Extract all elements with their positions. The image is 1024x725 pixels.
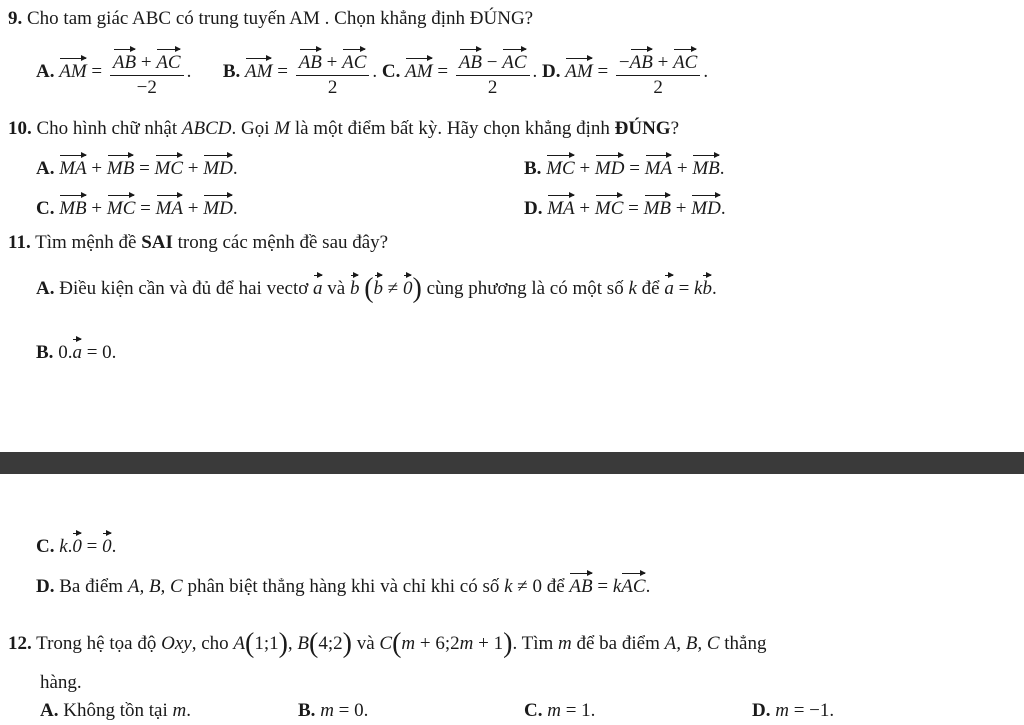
question-10-option-d: D. MA + MC = MB + MD. <box>524 192 726 220</box>
option-d-label: D. <box>542 60 561 82</box>
question-11-option-d: D. Ba điểm A, B, C phân biệt thẳng hàng khi và chỉ khi có số k ≠ 0 để AB = kAC. <box>36 570 650 598</box>
option-b-label: B. <box>222 60 241 82</box>
fraction: $\frac{AB + AC}{2}$ <box>296 46 370 99</box>
question-12-option-a: A. Không tồn tại m. <box>40 700 191 721</box>
question-9-stem <box>8 8 533 30</box>
fraction: $\frac{AB + AC}{-2}$ <box>110 46 184 99</box>
question-10-option-c: C. MB + MC = MA + MD. <box>36 192 238 220</box>
option-c-label: C. <box>381 60 401 82</box>
question-12-option-d: D. m = −1. <box>752 700 835 721</box>
question-10-option-b: B. MC + MD = MA + MB. <box>524 152 725 180</box>
question-9-options: A. AM = $\frac{AB + AC}{-2}$ . B. AM = $\frac{AB + AC}{2}$ . C. AM = $\frac{AB - AC}{2}$ . D. AM = $\frac{-AB + AC}{2}$ . <box>36 46 708 99</box>
question-11-option-b: B. 0.a = 0. <box>36 336 116 364</box>
question-10-option-a: A. MA + MB = MC + MD. <box>36 152 238 180</box>
cropped-top-line <box>0 0 1024 4</box>
fraction: $\frac{AB - AC}{2}$ <box>456 46 530 99</box>
question-12-stem: 12. Trong hệ tọa độ Oxy, cho A(1;1), B(4;2) và C(m + 6;2m + 1). Tìm m để ba điểm A, B, C thẳng <box>8 628 767 659</box>
question-11-option-a: A. Điều kiện cần và đủ để hai vectơ a và b (b ≠ 0) cùng phương là có một số k để a = kb. <box>36 273 717 304</box>
vector-am: AM <box>59 55 86 83</box>
question-text: Cho tam giác ABC có trung tuyến AM . Chọn khẳng định ĐÚNG? <box>27 8 534 29</box>
question-12-option-c: C. m = 1. <box>524 700 596 721</box>
question-12-option-b: B. m = 0. <box>298 700 369 721</box>
fraction: $\frac{-AB + AC}{2}$ <box>616 46 700 99</box>
question-11-option-c: C. k.0 = 0. <box>36 530 116 558</box>
question-10-stem: 10. Cho hình chữ nhật ABCD. Gọi M là một điểm bất kỳ. Hãy chọn khẳng định ĐÚNG? <box>8 118 680 139</box>
option-a-label: A. <box>36 60 55 82</box>
question-11-stem: 11. Tìm mệnh đề SAI trong các mệnh đề sau đây? <box>8 232 389 253</box>
question-number: 9. <box>8 8 23 29</box>
page-divider <box>0 452 1024 474</box>
question-12-stem-cont: hàng. <box>40 672 82 693</box>
